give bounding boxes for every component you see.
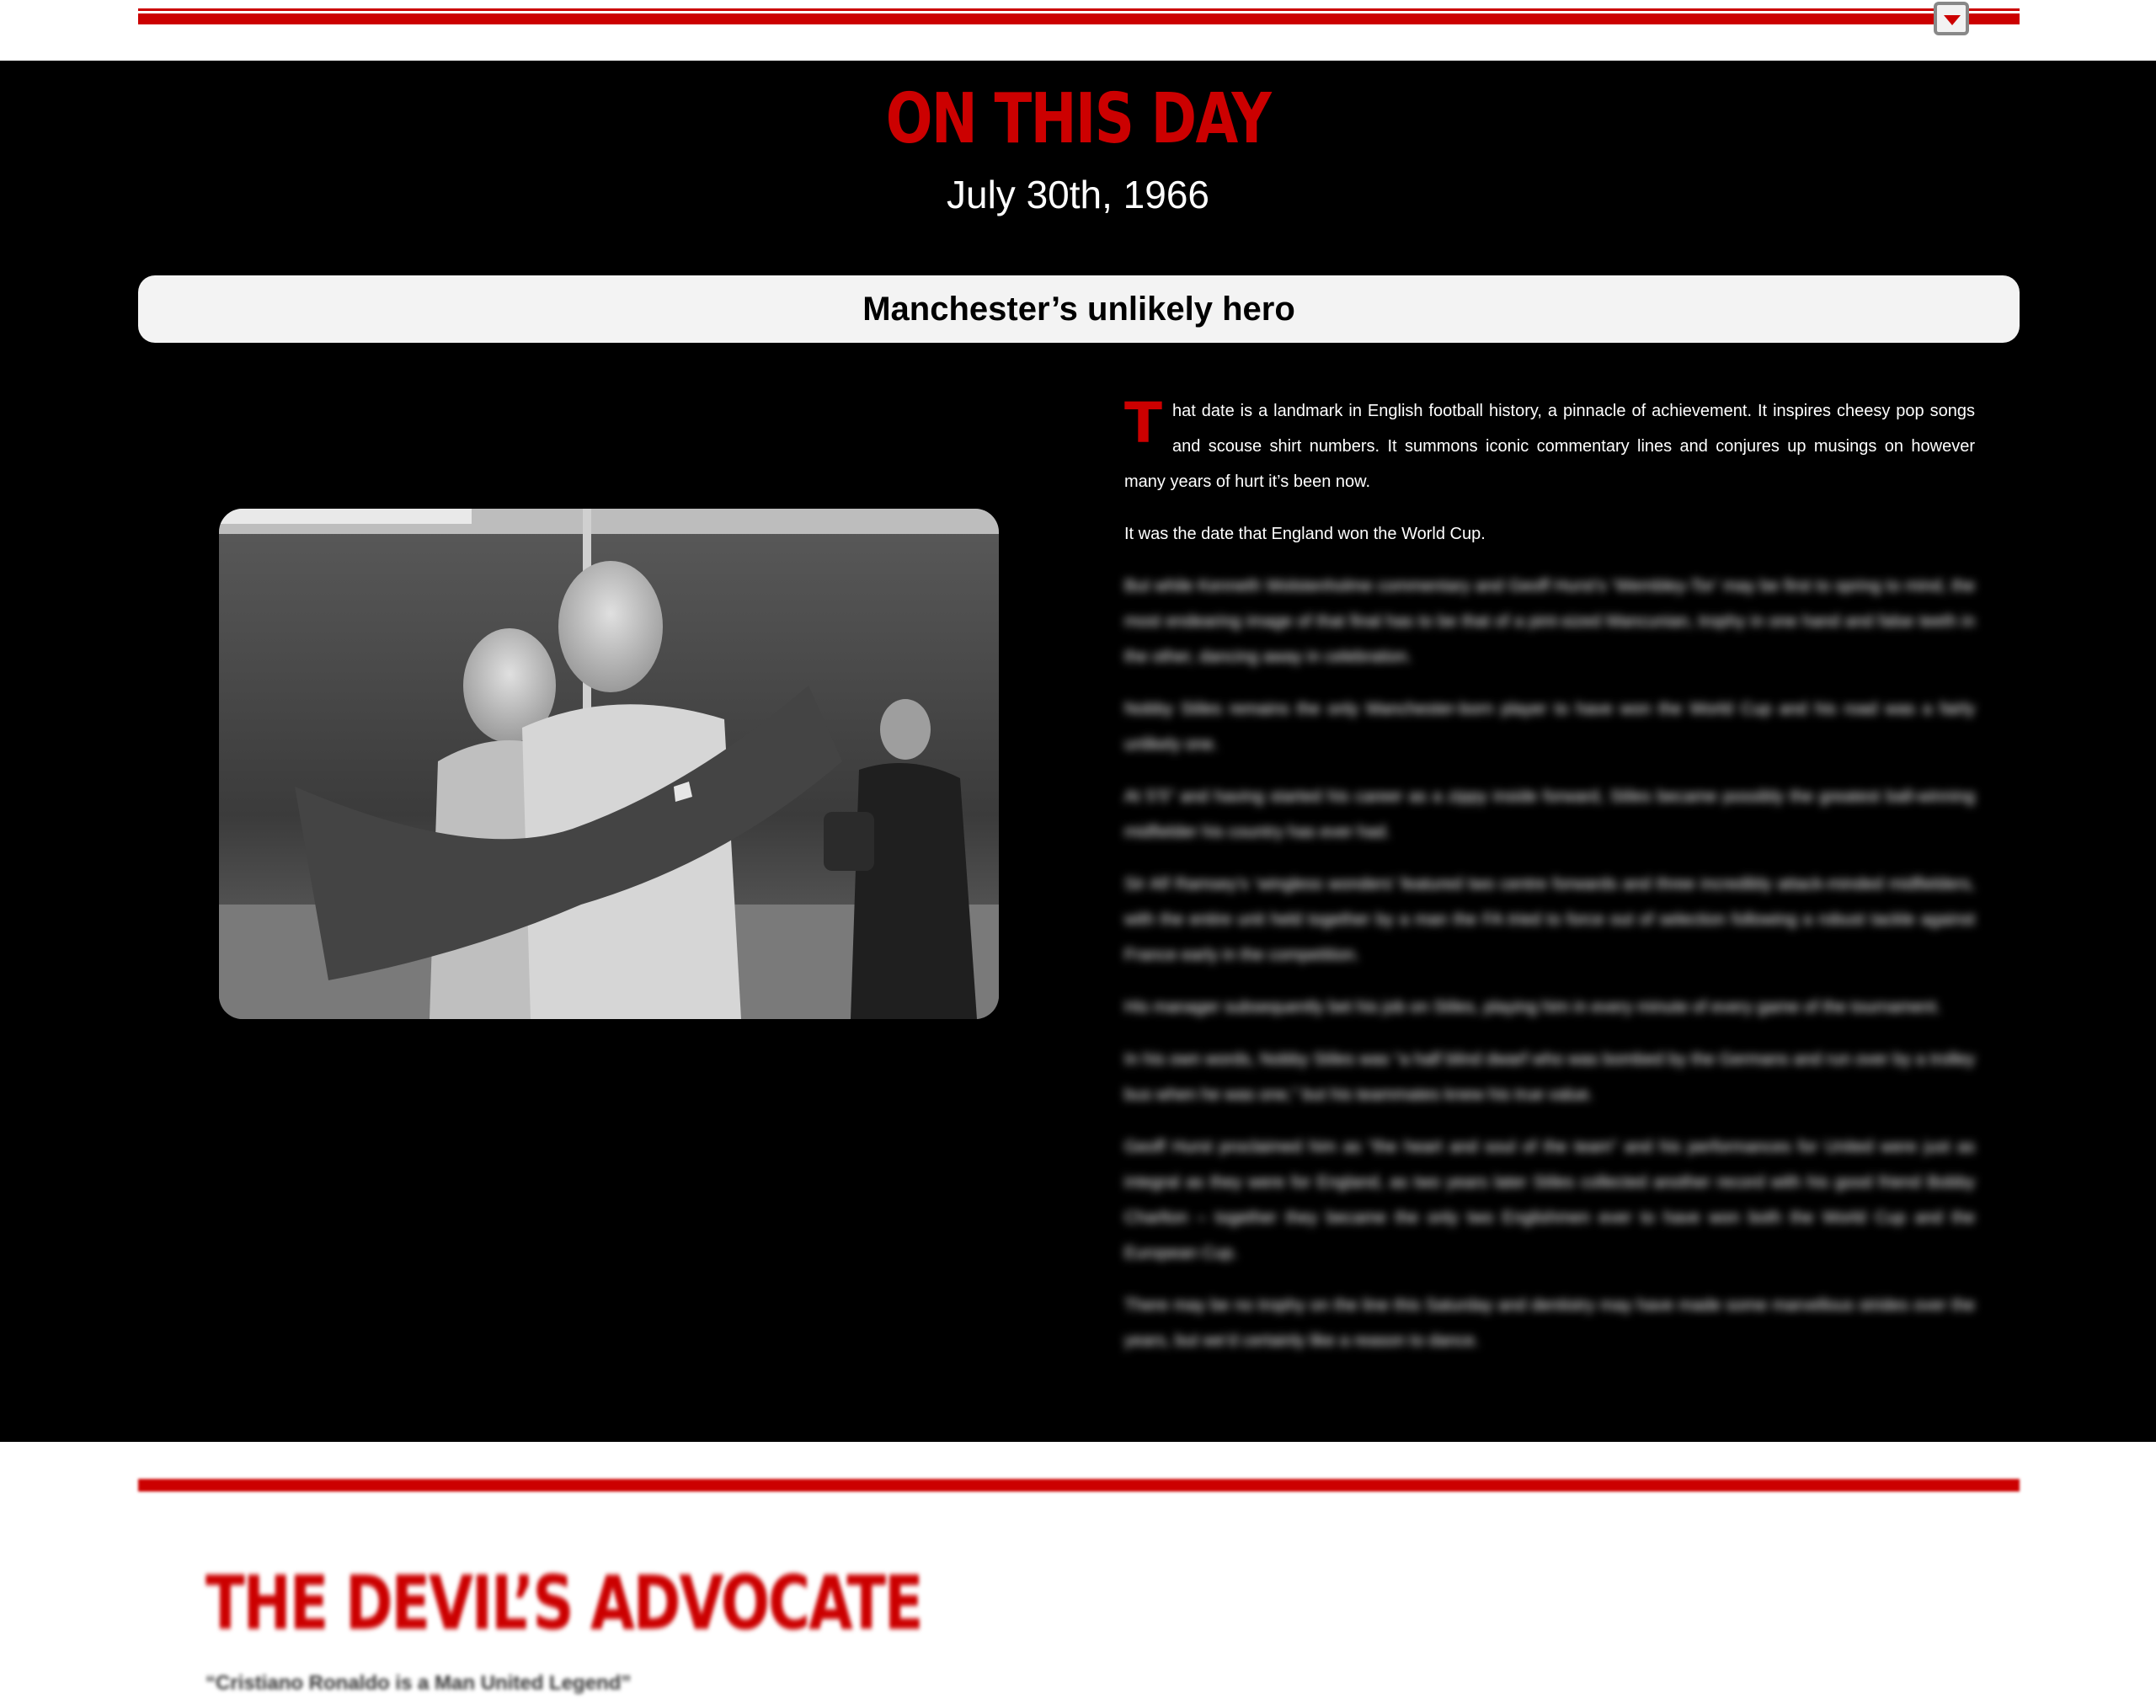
headline-bar <box>138 275 2020 343</box>
top-rule-thin <box>138 8 2020 11</box>
article-paragraph-8: In his own words, Nobby Stiles was “a half blind dwarf who was bombed by the Germans and run over by a trolley bus when he was one,” but his teammates knew his true value. <box>1124 1050 1975 1104</box>
section-title: ON THIS DAY <box>885 79 1271 159</box>
top-rule <box>138 13 2020 24</box>
article-paragraph-3: But while Kenneth Wolstenholme commentary and Geoff Hurst’s ‘Wembley-Tor’ may be first to spring to mind, the most endearing image of that final has to be that of a pint-sized Mancunian, trophy in one hand and false teeth in the other, dancing away in celebration. <box>1124 577 1975 666</box>
on-this-day-section <box>0 61 2156 1442</box>
article-paragraph-7: His manager subsequently bet his job on Stiles, playing him in every minute of every game of the tournament. <box>1124 998 1941 1017</box>
article-paragraph-1-text: hat date is a landmark in English football history, a pinnacle of achievement. It inspires cheesy pop songs and scouse shirt numbers. It summons iconic commentary lines and conjures up musings on however many years of hurt it’s been now. <box>1124 402 1975 491</box>
top-strip <box>0 0 2156 61</box>
drop-cap: T <box>1124 391 1163 456</box>
article-paragraph-4: Nobby Stiles remains the only Manchester-born player to have won the World Cup and his road was a fairly unlikely one. <box>1124 700 1975 754</box>
chevron-down-icon <box>1944 15 1961 25</box>
article-paragraph-2: It was the date that England won the World Cup. <box>1124 525 1486 543</box>
section-divider <box>138 1479 2020 1492</box>
story-photo <box>219 509 999 1019</box>
article-paragraph-5: At 5’5” and having started his career as a zippy inside forward, Stiles became possibly the greatest ball-winning midfielder his country has ever had. <box>1124 787 1975 841</box>
next-section-title[interactable]: THE DEVIL’S ADVOCATE <box>205 1560 922 1647</box>
story-article <box>1124 393 1975 1375</box>
section-date: July 30th, 1966 <box>946 173 1209 216</box>
article-paragraph-6: Sir Alf Ramsey’s ‘wingless wonders’ featured two centre forwards and three incredibly attack-minded midfielders, with the entire unit held together by a man the FA tried to force out of selection following a robust tackle against France early in the competition. <box>1124 875 1975 964</box>
next-section-quote: “Cristiano Ronaldo is a Man United Legend” <box>205 1672 632 1695</box>
article-paragraph-10: There may be no trophy on the line this Saturday and dentistry may have made some marvellous strides over the years, but we’d certainly like a reason to dance. <box>1124 1296 1975 1350</box>
dropdown-toggle-button[interactable] <box>1934 2 1969 35</box>
article-paragraph-9: Geoff Hurst proclaimed him as “the heart and soul of the team” and his performances for United were just as integral as they were for England, as two years later Stiles collected another record with his good friend Bobby Charlton – together they became the only two Englishmen ever to have won both the World Cup and the European Cup. <box>1124 1138 1975 1262</box>
story-headline: Manchester’s unlikely hero <box>862 291 1295 328</box>
article-paragraph-1 <box>1124 393 1975 499</box>
